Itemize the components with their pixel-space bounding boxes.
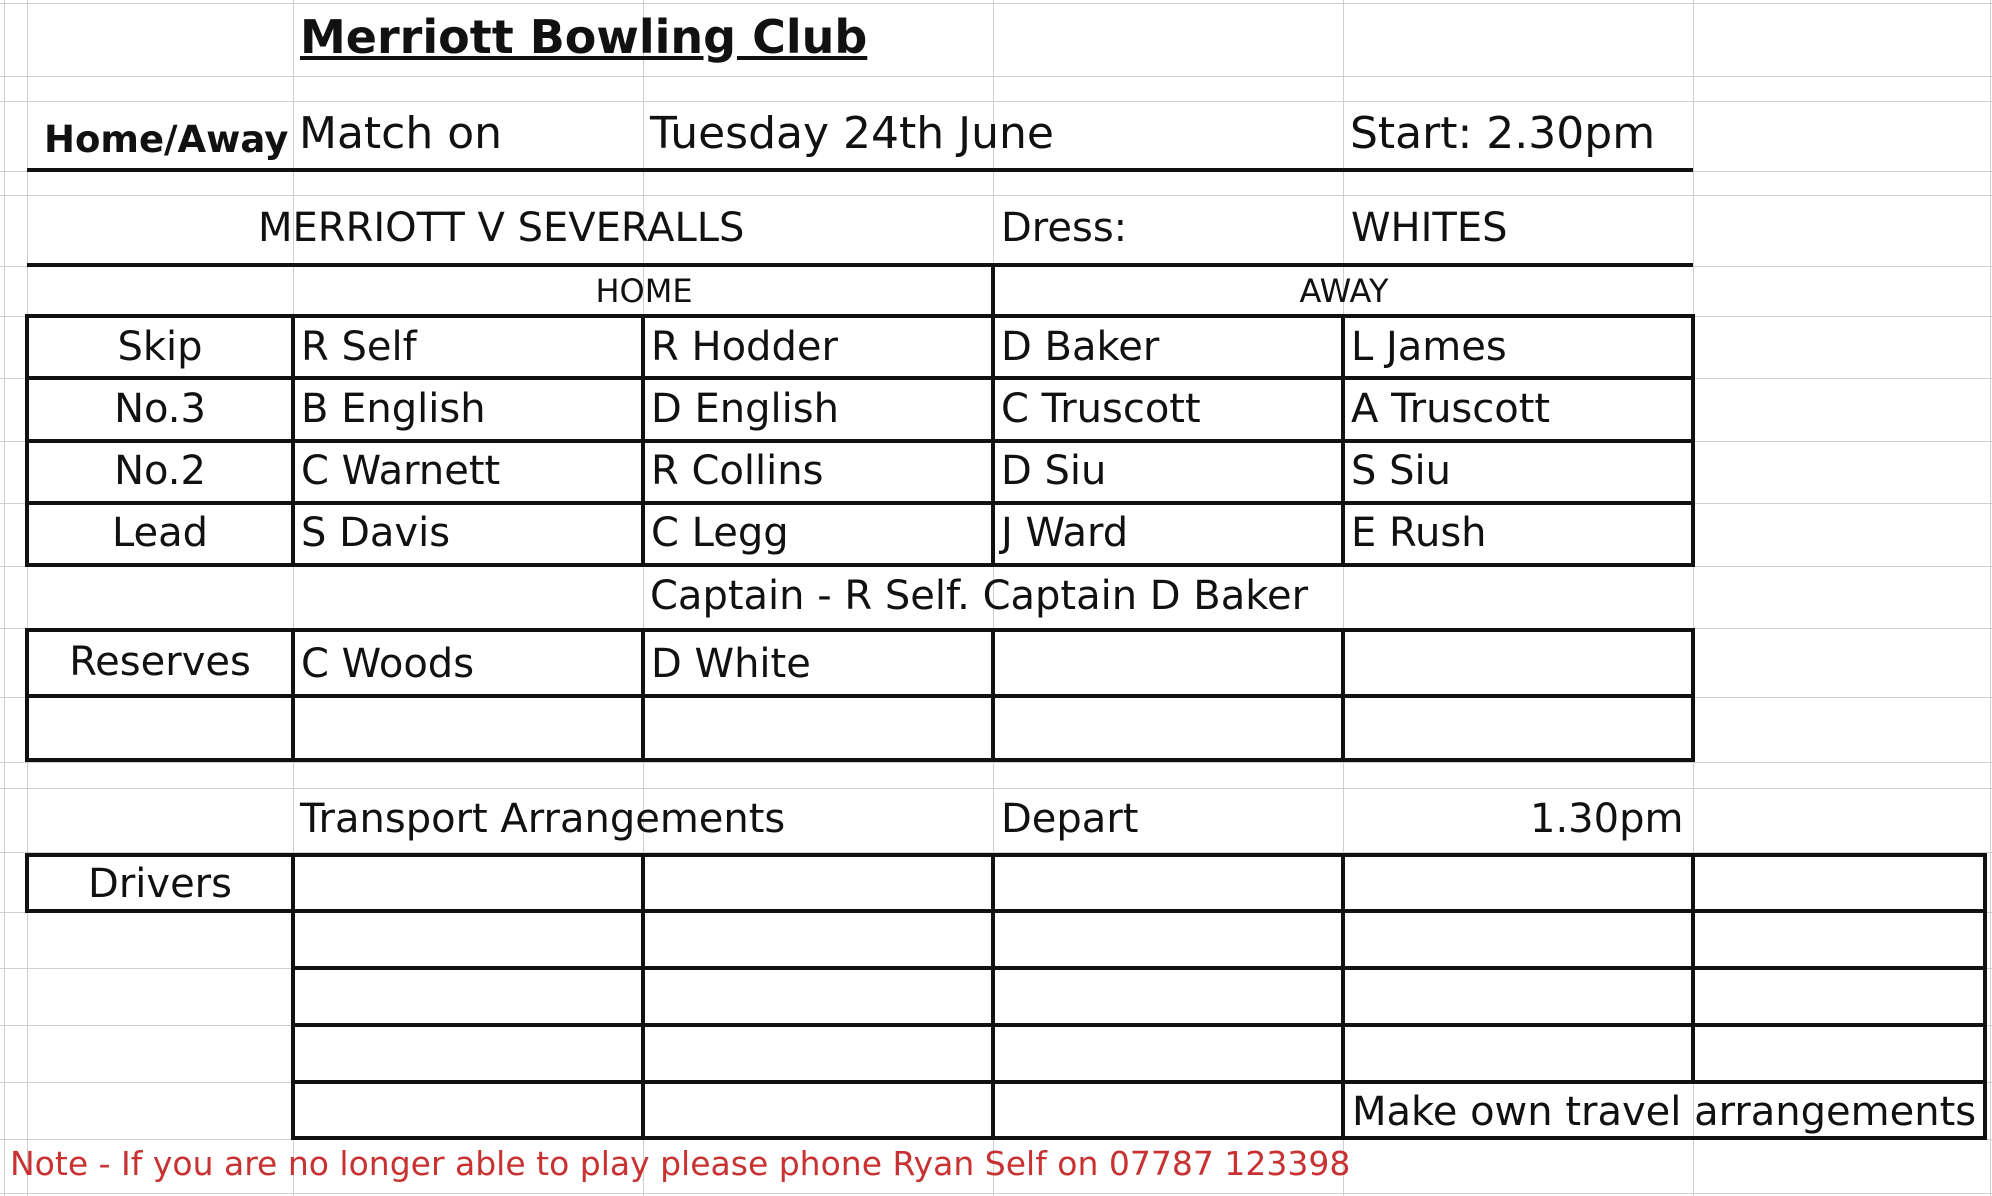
header-border xyxy=(27,168,1693,172)
drivers-border xyxy=(991,853,995,1140)
position-role: No.3 xyxy=(114,386,206,432)
reserves-border xyxy=(641,628,645,762)
player-name: B English xyxy=(301,386,486,432)
positions-border xyxy=(25,439,1695,443)
positions-border xyxy=(291,314,295,567)
dress-label: Dress: xyxy=(1001,205,1128,251)
drivers-border xyxy=(1983,853,1987,1140)
dress-value: WHITES xyxy=(1351,205,1508,251)
reserves-border xyxy=(1691,628,1695,762)
transport-label: Transport Arrangements xyxy=(300,796,786,842)
player-name: R Hodder xyxy=(651,324,838,370)
gridline xyxy=(0,76,1992,77)
gridline xyxy=(0,788,1992,789)
player-name: S Davis xyxy=(301,510,451,556)
reserves-label: Reserves xyxy=(69,639,251,685)
fixture-border xyxy=(27,263,1693,267)
position-role: No.2 xyxy=(114,448,206,494)
player-name: S Siu xyxy=(1351,448,1451,494)
position-role: Skip xyxy=(117,324,203,370)
drivers-border xyxy=(291,1136,1987,1140)
drivers-border xyxy=(291,966,1987,970)
positions-border xyxy=(1691,314,1695,567)
drivers-border xyxy=(291,853,295,1140)
gridline xyxy=(0,762,1992,763)
away-side-label: AWAY xyxy=(1299,272,1389,310)
reserves-border xyxy=(25,628,1695,632)
positions-border xyxy=(1341,314,1345,567)
drivers-border xyxy=(291,1023,1987,1027)
player-name: C Legg xyxy=(651,510,789,556)
positions-border xyxy=(25,314,1695,318)
player-name: D English xyxy=(651,386,839,432)
gridline xyxy=(4,0,5,1196)
positions-border xyxy=(25,563,1695,567)
reserves-border xyxy=(25,758,1695,762)
player-name: J Ward xyxy=(1001,510,1129,556)
gridline xyxy=(0,101,1992,102)
drivers-label: Drivers xyxy=(88,861,232,907)
contact-note: Note - If you are no longer able to play please phone Ryan Self on 07787 123398 xyxy=(10,1144,1351,1183)
depart-label: Depart xyxy=(1001,796,1139,842)
reserve-player: D White xyxy=(651,641,811,687)
reserves-border xyxy=(25,694,1695,698)
home-away-label: Home/Away xyxy=(44,118,289,161)
gridline xyxy=(0,1193,1992,1194)
player-name: L James xyxy=(1351,324,1507,370)
positions-border xyxy=(25,376,1695,380)
player-name: C Truscott xyxy=(1001,386,1201,432)
reserve-player: C Woods xyxy=(301,641,475,687)
fixture-teams: MERRIOTT V SEVERALLS xyxy=(258,205,745,251)
player-name: D Baker xyxy=(1001,324,1160,370)
depart-time: 1.30pm xyxy=(1530,796,1684,842)
player-name: A Truscott xyxy=(1351,386,1551,432)
positions-border xyxy=(641,314,645,567)
reserves-border xyxy=(991,628,995,762)
drivers-border xyxy=(641,853,645,1140)
drivers-border xyxy=(1341,853,1345,1140)
gridline xyxy=(1990,0,1991,1196)
gridline xyxy=(0,195,1992,196)
player-name: C Warnett xyxy=(301,448,501,494)
player-name: R Self xyxy=(301,324,417,370)
gridline xyxy=(27,0,28,1196)
positions-border xyxy=(25,501,1695,505)
match-date: Tuesday 24th June xyxy=(650,108,1054,159)
own-travel-note: Make own travel arrangements xyxy=(1352,1089,1977,1135)
reserves-border xyxy=(1341,628,1345,762)
club-title: Merriott Bowling Club xyxy=(300,10,868,64)
player-name: R Collins xyxy=(651,448,824,494)
gridline xyxy=(0,3,1992,4)
player-name: E Rush xyxy=(1351,510,1487,556)
captains-line: Captain - R Self. Captain D Baker xyxy=(650,573,1309,619)
drivers-border xyxy=(291,1080,1987,1084)
positions-border xyxy=(991,314,995,567)
player-name: D Siu xyxy=(1001,448,1107,494)
drivers-border xyxy=(1691,853,1695,1083)
start-time: Start: 2.30pm xyxy=(1350,108,1656,159)
position-role: Lead xyxy=(111,510,209,556)
match-on-label: Match on xyxy=(299,108,503,159)
reserves-border xyxy=(291,628,295,762)
home-side-label: HOME xyxy=(595,272,693,310)
